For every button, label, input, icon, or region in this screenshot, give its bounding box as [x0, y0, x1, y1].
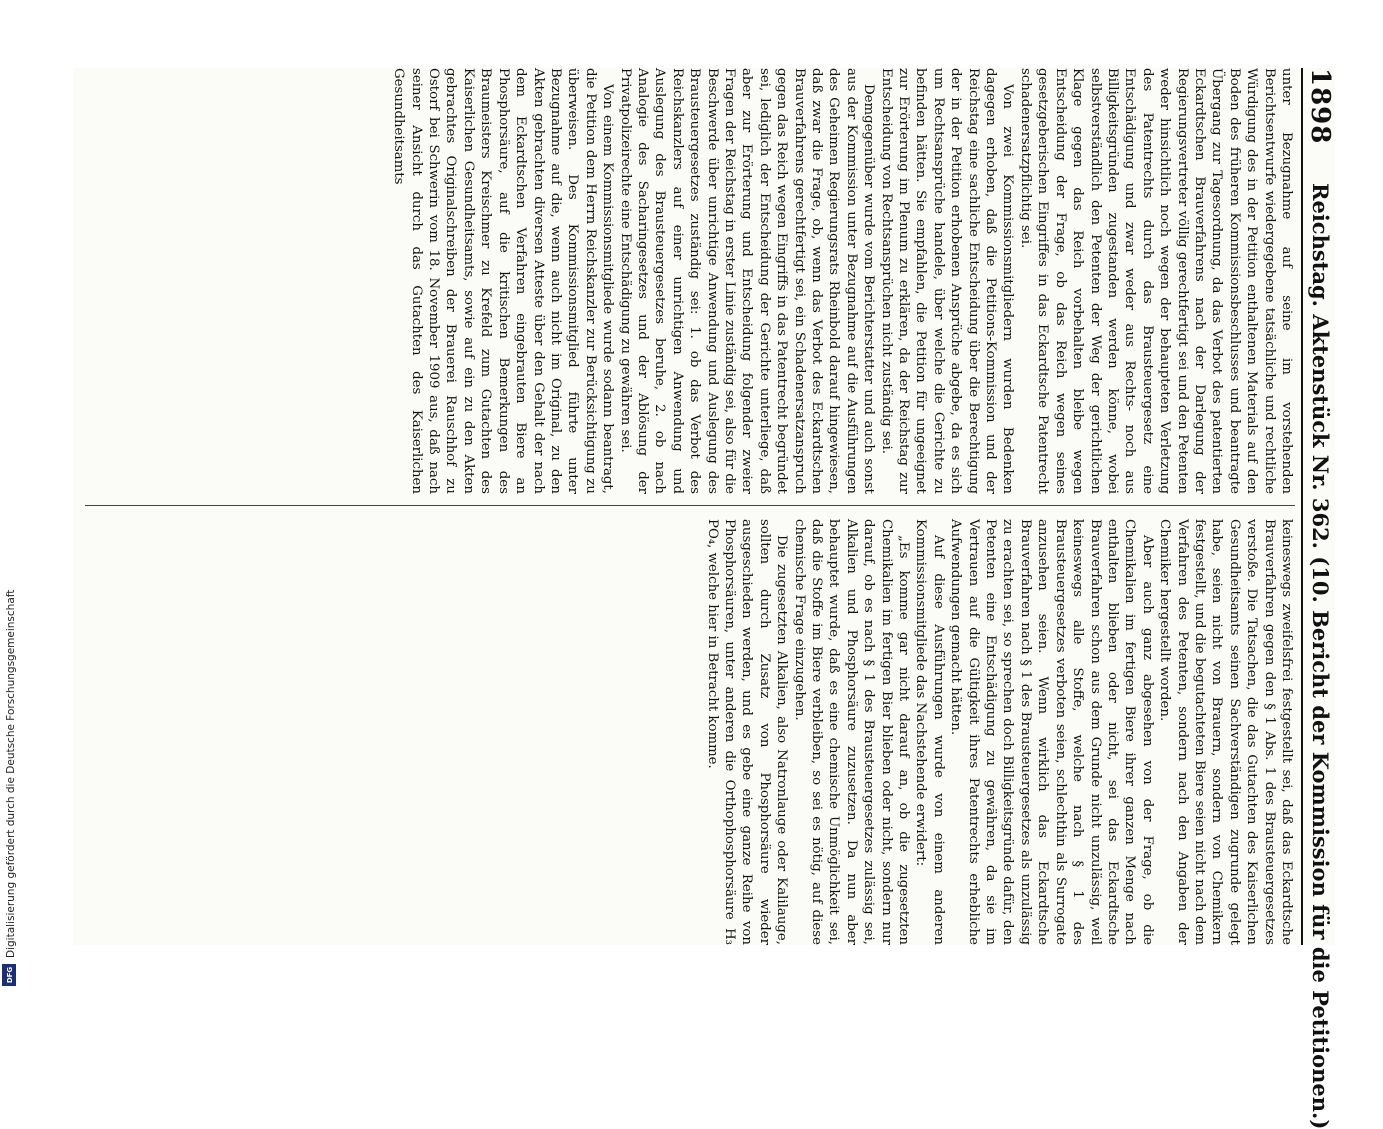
running-title: Reichstag. Aktenstück Nr. 362. (10. Bericht der Kommission für die Petitionen.): [1308, 183, 1333, 1129]
paragraph: Auf diese Ausführungen wurde von einem anderen Kommissionsmitgliede das Nachstehende erwidert:: [913, 519, 946, 945]
dfg-logo-text: DFG: [6, 966, 15, 984]
paragraph: Von zwei Kommissionsmitgliedern wurden Bedenken dagegen erhoben, daß die Petitions-Kommission und der Reichstag eine sachliche Entscheidung über die Berechtigung der in der Petition erhobenen Ansprüche abgebe, da es sich um Rechtsansprüche handele, über welche die Gerichte zu befinden hätten. Sie empfahlen, die Petition für ungeeignet zur Erörterung im Plenum zu erklären, da der Reichstag zur Entscheidung von Rechtsansprüchen nicht zuständig sei.: [878, 68, 1016, 494]
page-header: [1301, 68, 1335, 1129]
paragraph: Die zugesetzten Alkalien, also Natronlauge oder Kalilauge, sollten durch Zusatz von Phosphorsäure wieder ausgeschieden werden, und es gebe eine ganze Reihe von Phosphorsäuren, unter anderen die Orthophosphorsäure H₃ PO₄, welche hier in Betracht komme.: [704, 519, 790, 945]
paragraph: „Es komme gar nicht darauf an, ob die zugesetzten Chemikalien im fertigen Bier blieben oder nicht, sondern nur darauf, ob es nach § 1 des Brausteuergesetzes zulässig sei, Alkalien und Phosphorsäure zuzusetzen. Da nun aber behauptet wurde, daß es eine chemische Unmöglichkeit sei, daß die Stoffe im Biere verbleiben, so sei es nötig, auf diese chemische Frage einzugehen.: [791, 519, 912, 945]
paragraph: unter Bezugnahme auf seine im vorstehenden Berichtsentwurfe wiedergegebene tatsächliche und rechtliche Würdigung des in der Petition enthaltenen Materials auf den Boden des früheren Kommissionsbeschlusses und beantragte Übergang zur Tagesordnung, da das Verbot des patentierten Eckardtschen Brauverfahrens nach der Darlegung der Regierungsvertreter völlig gerechtfertigt sei und den Petenten weder hinsichtlich noch wegen der behaupteten Verletzung des Patentrechts durch das Brausteuergesetz eine Entschädigung und zwar weder aus Rechts- noch aus Billigkeitsgründen zugestanden werden könne, wobei selbstverständlich den Petenten der Weg der gerichtlichen Klage gegen das Reich vorbehalten bleibe wegen Entscheidung der Frage, ob das Reich wegen seines gesetzgeberischen Eingriffes in das Eckardtsche Patentrecht schadenersatzpflichtig sei.: [1017, 68, 1294, 494]
paragraph: Von einem Kommissionsmitgliede wurde sodann beantragt, die Petition dem Herrn Reichskanzler zur Berücksichtigung zu überweisen. Des Kommissionsmitglied führte unter Bezugnahme auf die, wenn auch nicht im Original, zu den Akten gebrachten diversen Atteste über den Gehalt der nach dem Eckardtschen Verfahren eingebrauten Biere an Phosphorsäure, auf die kritischen Bemerkungen des Braumeisters Kreischmer zu Krefeld zum Gutachten des Kaiserlichen Gesundheitsamts, sowie auf ein zu den Akten gebrachtes Originalschreiben der Brauerei Rauschhof zu Ostorf bei Schwerin vom 18. November 1909 aus, daß nach seiner Ansicht durch das Gutachten des Kaiserlichen Gesundheitsamts: [391, 68, 616, 494]
digitization-note: Digitalisierung gefördert durch die Deutsche Forschungsgemeinschaft: [5, 589, 17, 958]
dfg-logo: [2, 964, 16, 986]
column-divider: [85, 505, 1295, 506]
paragraph: keineswegs zweifelsfrei festgestellt sei, daß das Eckardtsche Brauverfahren gegen den § 1 Abs. 1 des Brausteuergesetzes verstoße. Die Tatsachen, die das Gutachten des Kaiserlichen Gesundheitsamts seinen Sachverständigen zugrunde gelegt habe, seien nicht von Brauern, sondern von Chemikern festgestellt, und die begutachteten Biere seien nicht nach dem Verfahren des Petenten, sondern nach den Angaben der Chemiker hergestellt worden.: [1157, 519, 1294, 945]
paragraph: Demgegenüber wurde vom Berichterstatter und auch sonst aus der Kommission unter Bezugnahme auf die Ausführungen des Geheimen Regierungsrats Rheinbold darauf hingewiesen, daß zwar die Frage, ob, wenn das Verbot des Eckardtschen Brauverfahrens gerechtfertigt sei, ein Schadenersatzanspruch gegen das Reich wegen Eingriffs in das Patentrecht begründet sei, lediglich der Entscheidung der Gerichte unterliege, daß aber zur Erörterung und Entscheidung folgender zweier Fragen der Reichstag in erster Linie zuständig sei, also für die Beschwerde über unrichtige Anwendung und Auslegung des Brausteuergesetzes zuständig sei: 1. ob das Verbot des Reichskanzlers auf einer unrichtigen Anwendung und Auslegung des Brausteuergesetzes beruhe, 2. ob nach Analogie des Sacharingesetzes und der Ablösung der Privatpolizeirechte eine Entschädigung zu gewähren sei.: [617, 68, 877, 494]
text-column-left: [390, 68, 1295, 494]
paragraph: Aber auch ganz abgesehen von der Frage, ob die Chemikalien im fertigen Biere ihrer ganzen Menge nach enthalten blieben oder nicht, sei das Eckardtsche Brauverfahren schon aus dem Grunde nicht unzulässig, weil keineswegs alle Stoffe, welche nach § 1 des Brausteuergesetzes verboten seien, schlechthin als Surrogate anzusehen seien. Wenn wirklich das Eckardtsche Brauverfahren nach § 1 des Brausteuergesetzes als unzulässig zu erachten sei, so sprechen doch Billigkeitsgründe dafür, den Petenten eine Entschädigung zu gewähren, da sie im Vertrauen auf die Gültigkeit ihres Patentrechts erhebliche Aufwendungen gemacht hätten.: [948, 519, 1155, 945]
page-number: 1898: [1305, 68, 1335, 145]
text-column-right: [703, 519, 1295, 945]
document-page: [73, 68, 1335, 1129]
